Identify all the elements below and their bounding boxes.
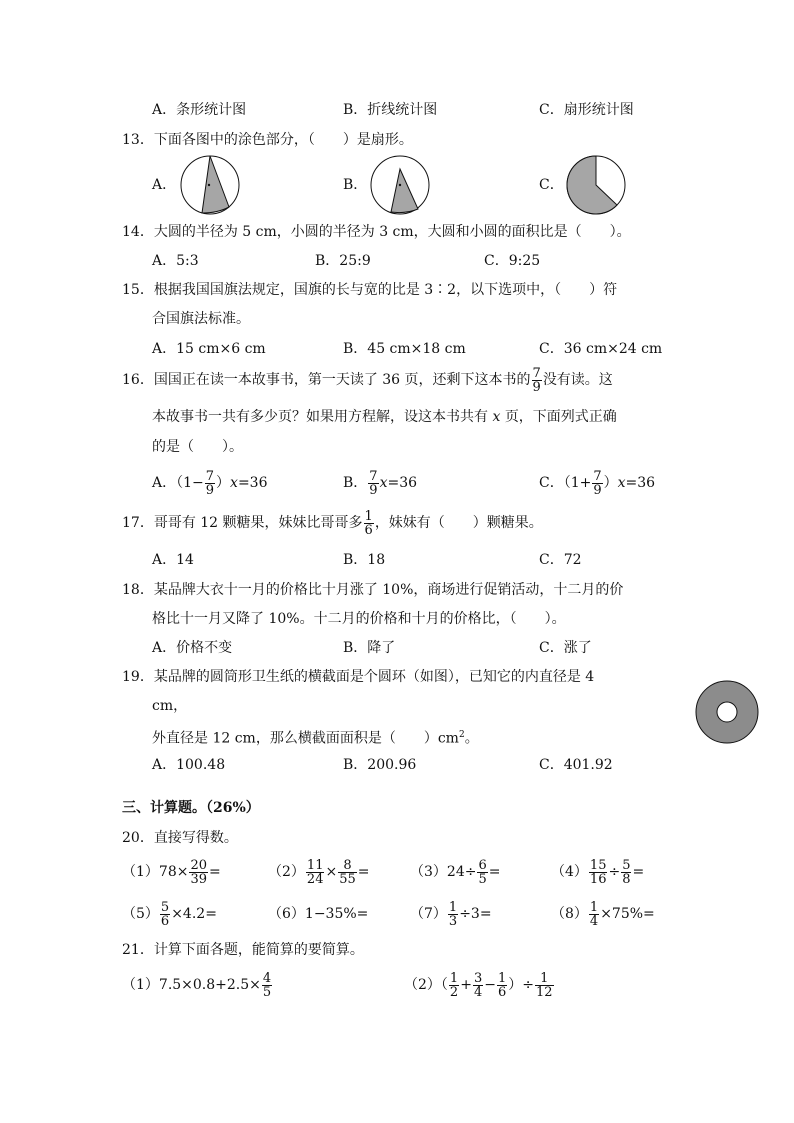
q21-1-num: 4 — [262, 970, 272, 986]
q20-8-label: （8） — [551, 906, 588, 922]
q20-4-fraction-2 — [621, 859, 631, 886]
q16-c-prefix: C．（1+ — [539, 475, 592, 491]
q13-stem: 13．下面各图中的涂色部分，（ ）是扇形。 — [122, 132, 413, 148]
q21-2-fraction-4 — [535, 972, 554, 999]
q16-stem-line1 — [122, 364, 613, 396]
q21-2-den1: 2 — [449, 984, 459, 1000]
q21-1-text: （1）7.5×0.8+2.5× — [122, 977, 261, 993]
q14-option-b: B．25:9 — [315, 253, 371, 269]
q20-2-fraction-2 — [338, 859, 357, 886]
q20-1-fraction — [189, 859, 208, 886]
q21-2-den2: 4 — [473, 984, 483, 1000]
q21-2-fraction-1 — [449, 972, 459, 999]
q13-figure-c — [566, 155, 628, 217]
q16-b-den: 9 — [369, 482, 378, 498]
q16-stem-line2 — [152, 407, 617, 427]
q20-2-num1: 11 — [306, 857, 324, 873]
q20-5-text: ×4.2= — [171, 906, 217, 922]
q18-stem-line2: 格比十一月又降了 10%。十二月的价格和十月的价格比，（ ）。 — [152, 611, 566, 627]
q17-stem-text1: 17．哥哥有 12 颗糖果，妹妹比哥哥多 — [122, 515, 363, 531]
q20-item-8 — [551, 897, 655, 931]
q16-a-num: 7 — [205, 468, 215, 484]
q20-item-1 — [122, 855, 221, 889]
q20-1-den: 39 — [190, 871, 207, 887]
q14-stem: 14．大圆的半径为 5 cm，小圆的半径为 3 cm，大圆和小圆的面积比是（ ）。 — [122, 224, 631, 240]
q20-3-text: （3）24÷ — [410, 864, 477, 880]
q16-stem-text1: 16．国国正在读一本故事书，第一天读了 36 页，还剩下这本书的 — [122, 372, 531, 388]
q20-2-num2: 8 — [338, 859, 357, 873]
q20-3-eq: = — [488, 864, 501, 880]
q16-c-den: 9 — [593, 482, 602, 498]
q18-option-b: B．降了 — [343, 640, 396, 656]
q20-5-den: 6 — [160, 913, 170, 929]
q20-7-fraction — [448, 901, 458, 928]
q19-option-b: B．200.96 — [343, 757, 417, 773]
q16-option-a — [152, 467, 267, 499]
q20-2-fraction-1 — [306, 859, 325, 886]
q13-option-c: C． — [539, 177, 564, 193]
q20-3-num: 6 — [478, 857, 487, 873]
q20-5-fraction — [160, 901, 170, 928]
q19-stem-text: 外直径是 12 cm，那么横截面面积是（ ）cm — [152, 730, 459, 747]
q17-option-a: A．14 — [152, 552, 194, 568]
q20-8-text: ×75%= — [600, 906, 655, 922]
q16-c-fraction — [592, 470, 602, 497]
q16-stem-text4: 页，下面列式正确 — [504, 409, 617, 425]
q18-option-c: C．涨了 — [539, 640, 592, 656]
q21-1-den: 5 — [262, 984, 272, 1000]
q17-stem-text2: ，妹妹有（ ）颗糖果。 — [374, 515, 543, 531]
q16-a-suffix: ） — [216, 475, 231, 491]
q13-figure-a — [180, 155, 242, 217]
q16-frac-num: 7 — [532, 365, 541, 381]
q20-2-label: （2） — [268, 864, 305, 880]
q16-option-b — [343, 467, 417, 499]
q16-c-x: x — [617, 475, 626, 491]
q17-frac-den: 6 — [364, 522, 373, 538]
q16-b-num: 7 — [369, 468, 378, 484]
q20-1-text: （1）78× — [122, 864, 189, 880]
q20-3-fraction — [477, 859, 487, 886]
q16-stem-text3: 本故事书一共有多少页？如果用方程解，设这本书共有 — [152, 409, 488, 425]
q18-stem-line1: 18．某品牌大衣十一月的价格比十月涨了 10%，商场进行促销活动，十二月的价 — [122, 582, 624, 598]
q21-2-den4: 12 — [535, 984, 553, 1000]
q19-stem-line3 — [152, 725, 479, 749]
q16-a-fraction — [205, 470, 215, 497]
q13-figure-b — [370, 155, 432, 217]
q15-stem-line1: 15．根据我国国旗法规定，国旗的长与宽的比是 3∶2，以下选项中，（ ）符 — [122, 282, 618, 298]
q12-option-c: C．扇形统计图 — [539, 102, 634, 118]
q16-b-x: x — [379, 475, 388, 491]
q14-option-a: A．5:3 — [152, 253, 199, 269]
q20-5-num: 5 — [160, 899, 170, 915]
q19-superscript: 2 — [458, 730, 465, 740]
q16-b-eq: =36 — [387, 475, 418, 491]
q20-4-label: （4） — [551, 864, 588, 880]
q20-7-den: 3 — [448, 913, 458, 929]
q21-2-div: ）÷ — [508, 977, 534, 993]
q21-1-fraction — [262, 972, 272, 999]
q16-stem-text2: 没有读。这 — [542, 372, 613, 388]
q20-item-2 — [268, 855, 369, 889]
q20-1-num: 20 — [190, 857, 207, 873]
q20-4-num2: 5 — [622, 857, 631, 873]
q17-option-b: B．18 — [343, 552, 386, 568]
q20-4-den1: 16 — [589, 871, 607, 887]
q19-option-c: C．401.92 — [539, 757, 613, 773]
q21-2-fraction-2 — [473, 972, 483, 999]
q20-3-den: 5 — [478, 871, 487, 887]
q20-4-op: ÷ — [608, 864, 621, 880]
q16-c-eq: =36 — [625, 475, 656, 491]
section-3-title: 三、计算题。（26%） — [122, 800, 260, 816]
q20-4-num1: 15 — [589, 857, 607, 873]
q20-4-den2: 8 — [622, 871, 631, 887]
q21-2-plus: + — [460, 977, 472, 993]
q21-item-2 — [404, 968, 555, 1002]
q20-item-6: （6）1−35%= — [268, 906, 369, 922]
q16-a-prefix: A．（1− — [152, 475, 204, 491]
q20-4-fraction-1 — [589, 859, 608, 886]
q21-2-num2: 3 — [473, 970, 483, 986]
q19-stem-line2: cm， — [152, 698, 188, 714]
q17-fraction — [364, 510, 374, 537]
q16-a-eq: =36 — [237, 475, 268, 491]
q17-option-c: C．72 — [539, 552, 582, 568]
q16-a-den: 9 — [205, 482, 215, 498]
q13-option-a: A． — [152, 177, 177, 193]
q19-stem-end: 。 — [464, 730, 479, 747]
q13-option-b: B． — [343, 177, 368, 193]
q15-option-b: B．45 cm×18 cm — [343, 341, 466, 357]
q16-variable: x — [492, 409, 501, 425]
q16-stem-line3: 的是（ ）。 — [152, 439, 243, 455]
q20-1-eq: = — [209, 864, 221, 880]
q16-c-num: 7 — [593, 468, 602, 484]
q15-option-c: C．36 cm×24 cm — [539, 341, 663, 357]
q20-5-label: （5） — [122, 906, 159, 922]
q21-stem: 21．计算下面各题，能简算的要简算。 — [122, 942, 364, 958]
q16-frac-den: 9 — [532, 379, 541, 395]
q20-7-text: ÷3= — [459, 906, 492, 922]
q20-8-fraction — [589, 901, 599, 928]
q16-b-prefix: B． — [343, 475, 368, 491]
q16-a-x: x — [230, 475, 238, 491]
q20-2-eq: = — [357, 864, 370, 880]
q15-stem-line2: 合国旗法标准。 — [152, 311, 250, 327]
q20-7-label: （7） — [410, 906, 447, 922]
q20-item-7 — [410, 897, 492, 931]
q20-7-num: 1 — [448, 899, 458, 915]
q17-frac-num: 1 — [364, 508, 373, 524]
q20-2-den1: 24 — [306, 871, 324, 887]
q20-item-5 — [122, 897, 217, 931]
q19-ring-figure — [695, 680, 759, 744]
q20-4-eq: = — [632, 864, 645, 880]
q15-option-a: A．15 cm×6 cm — [152, 341, 266, 357]
q21-2-den3: 6 — [497, 984, 507, 1000]
q21-2-label: （2）（ — [404, 977, 448, 993]
q20-stem: 20．直接写得数。 — [122, 830, 238, 846]
q21-2-num1: 1 — [449, 970, 459, 986]
q19-stem-line1: 19．某品牌的圆筒形卫生纸的横截面是个圆环（如图），已知它的内直径是 4 — [122, 669, 595, 685]
q14-option-c: C．9:25 — [484, 253, 541, 269]
q21-2-fraction-3 — [497, 972, 507, 999]
q20-item-4 — [551, 855, 644, 889]
q21-item-1 — [122, 968, 273, 1002]
q12-option-b: B．折线统计图 — [343, 102, 438, 118]
q20-8-den: 4 — [589, 913, 599, 929]
q18-option-a: A．价格不变 — [152, 640, 233, 656]
q12-option-a: A．条形统计图 — [152, 102, 247, 118]
q20-item-3 — [410, 855, 500, 889]
q20-2-den2: 55 — [339, 871, 356, 887]
q17-stem — [122, 507, 543, 539]
q16-b-fraction — [368, 470, 378, 497]
q20-8-num: 1 — [589, 899, 599, 915]
q16-option-c — [539, 467, 655, 499]
q16-c-suffix: ） — [603, 475, 618, 491]
q21-2-num4: 1 — [535, 972, 554, 986]
q16-fraction — [532, 367, 542, 394]
q21-2-num3: 1 — [497, 970, 507, 986]
q21-2-minus: − — [484, 977, 496, 993]
q19-option-a: A．100.48 — [152, 757, 226, 773]
q20-2-op: × — [325, 864, 338, 880]
